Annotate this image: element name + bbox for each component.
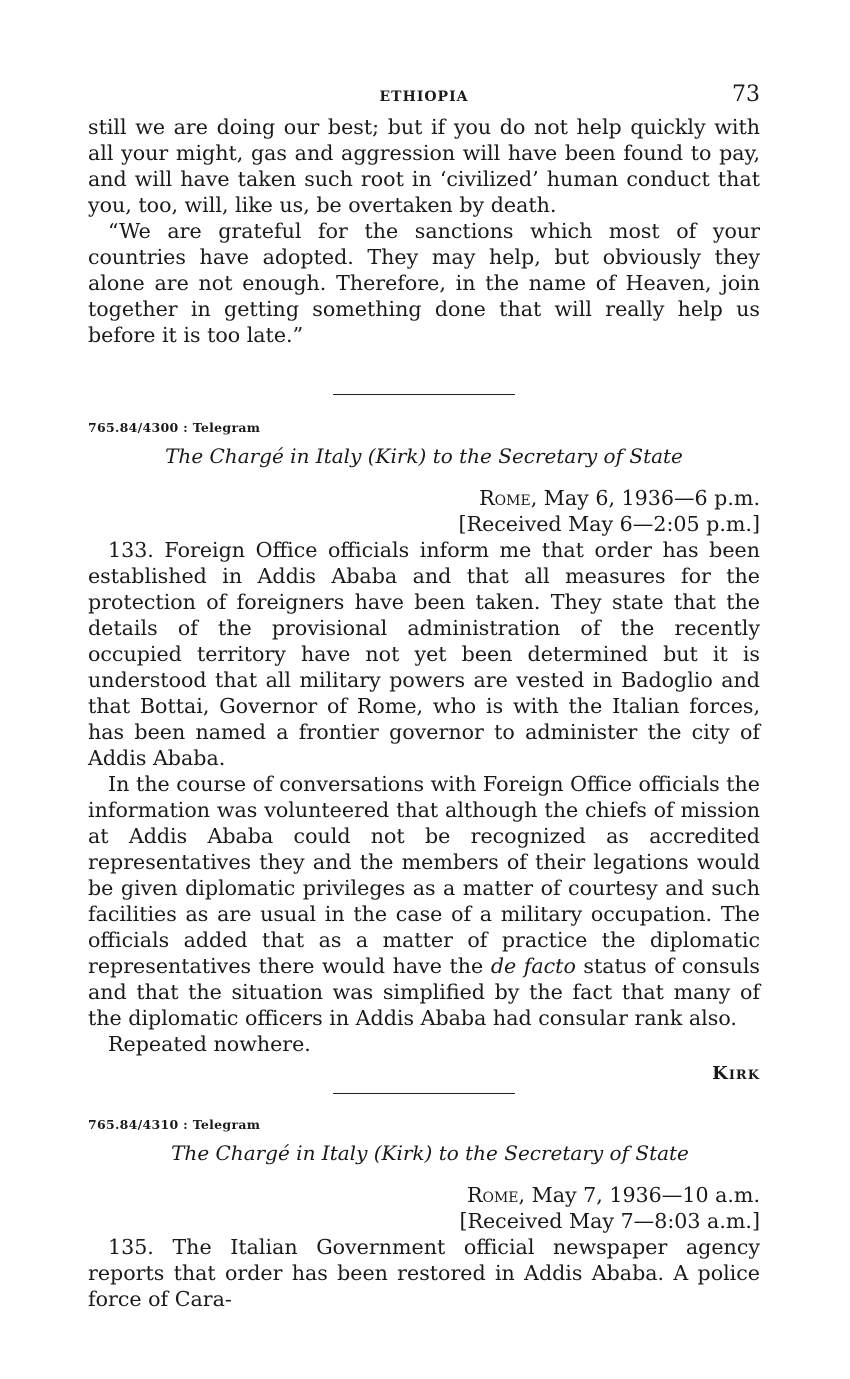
- running-header: [88, 80, 760, 114]
- body-text: In the course of conversations with Foreign Office officials the information was volunteered that although the chiefs of mission at Addis Ababa could not be recognized as accredited representatives they and the members of their legations would be given diplomatic privileges as a matter of courtesy and such facilities as are usual in the case of a military occupation. The officials added that as a matter of practice the diplomatic representatives there would have the: [88, 772, 760, 978]
- section-divider: [333, 1093, 515, 1094]
- file-reference: 765.84/4310 : Telegram: [88, 1117, 261, 1132]
- body-text: status of consuls and that the situation was simplified by the fact that many of the diplomatic officers in Addis Ababa had consular rank also.: [88, 954, 760, 1030]
- dateline-date: , May 7, 1936—10 a.m.: [518, 1183, 760, 1207]
- document-heading: The Chargé in Italy (Kirk) to the Secretary of State: [171, 1141, 689, 1165]
- running-title: ETHIOPIA: [379, 89, 469, 105]
- dateline-date: , May 6, 1936—6 p.m.: [530, 486, 760, 510]
- signature: Kirk: [712, 1063, 760, 1084]
- dateline: [88, 1182, 760, 1208]
- document-heading: The Chargé in Italy (Kirk) to the Secretary of State: [165, 444, 683, 468]
- telegram-document: [88, 1116, 760, 1312]
- received-line: [Received May 6—2:05 p.m.]: [458, 512, 760, 536]
- body-paragraph: Repeated nowhere.: [108, 1032, 311, 1056]
- body-paragraph: 135. The Italian Government official newspaper agency reports that order has been restored in Addis Ababa. A police force of Cara-: [88, 1235, 760, 1311]
- dateline-place: Rome: [466, 1183, 519, 1207]
- continuation-paragraph: still we are doing our best; but if you do not help quickly with all your might, gas and aggression will have been found to pay, and will have taken such root in ‘civilized’ human conduct that you, too, will, like us, be overtaken by death.: [88, 115, 760, 217]
- page-number: 73: [732, 82, 760, 107]
- dateline: [88, 485, 760, 511]
- dateline-place: Rome: [479, 486, 531, 510]
- body-paragraph: [88, 771, 760, 1031]
- section-divider: [333, 394, 515, 395]
- telegram-document: [88, 419, 760, 1087]
- file-reference: 765.84/4300 : Telegram: [88, 420, 261, 435]
- continuation-paragraph: “We are grateful for the sanctions which most of your countries have adopted. They may help, but obviously they alone are not enough. Therefore, in the name of Heaven, join together in getting something done that will really help us before it is too late.”: [88, 219, 760, 347]
- received-line: [Received May 7—8:03 a.m.]: [459, 1209, 760, 1233]
- document-page: [88, 80, 760, 1312]
- italic-term: de facto: [490, 954, 576, 978]
- body-paragraph: 133. Foreign Office officials inform me that order has been established in Addis Ababa and that all measures for the protection of foreigners have been taken. They state that the details of the provisional administration of the recently occupied territory have not yet been determined but it is understood that all military powers are vested in Badoglio and that Bottai, Governor of Rome, who is with the Italian forces, has been named a frontier governor to administer the city of Addis Ababa.: [88, 538, 760, 770]
